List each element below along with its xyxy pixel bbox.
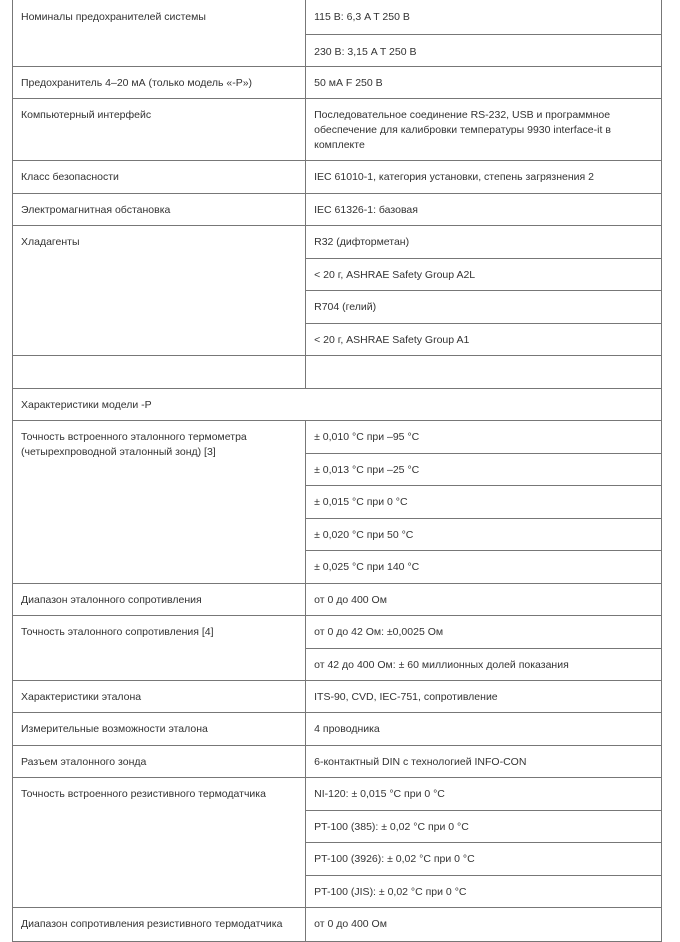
spec-label-cell (13, 160, 306, 193)
spec-label-cell (13, 712, 306, 745)
section-header-label: Характеристики модели -P (21, 398, 152, 411)
spec-label-cell (13, 225, 306, 355)
spec-label: Точность эталонного сопротивления [4] (21, 625, 214, 638)
spec-label-cell (13, 420, 306, 583)
spec-value-cell (306, 842, 662, 875)
spec-label: Точность встроенного эталонного термометра (четырехпроводной эталонный зонд) [3] (21, 430, 247, 458)
spec-value: 50 мА F 250 В (314, 76, 383, 89)
spec-label: Класс безопасности (21, 170, 119, 183)
spec-value-cell (306, 712, 662, 745)
spec-value: ± 0,025 °C при 140 °C (314, 560, 420, 573)
spec-row (13, 225, 662, 258)
spec-value: < 20 г, ASHRAE Safety Group A2L (314, 268, 476, 281)
spec-table (12, 0, 662, 942)
spec-label: Разъем эталонного зонда (21, 755, 147, 768)
spec-value-cell (306, 98, 662, 160)
spec-row (13, 160, 662, 193)
spec-label: Диапазон эталонного сопротивления (21, 593, 202, 606)
spec-value-cell (306, 420, 662, 453)
spec-value-cell (306, 583, 662, 615)
spec-row (13, 680, 662, 712)
spec-row (13, 420, 662, 453)
spec-label: Измерительные возможности эталона (21, 722, 208, 735)
spec-value-cell (306, 0, 662, 34)
spec-row (13, 193, 662, 225)
spec-value: ± 0,013 °C при –25 °C (314, 463, 420, 476)
spec-value-cell (306, 323, 662, 355)
spec-label-cell (13, 583, 306, 615)
spec-value-cell (306, 290, 662, 323)
spec-label: Характеристики эталона (21, 690, 142, 703)
spec-row (13, 712, 662, 745)
spec-label: Электромагнитная обстановка (21, 203, 171, 216)
spec-value: PT-100 (3926): ± 0,02 °C при 0 °C (314, 852, 475, 865)
section-header-cell (13, 388, 662, 420)
spec-row (13, 98, 662, 160)
spec-row (13, 907, 662, 941)
spec-label-cell (13, 0, 306, 66)
spec-value: 115 В: 6,3 A T 250 В (314, 11, 410, 23)
spec-label: Точность встроенного резистивного термодатчика (21, 787, 266, 800)
spec-value-cell (306, 777, 662, 810)
spec-value-cell (306, 66, 662, 98)
spec-value: 230 В: 3,15 A T 250 В (314, 45, 417, 58)
spec-value: от 42 до 400 Ом: ± 60 миллионных долей показания (314, 658, 569, 671)
spec-value-cell (306, 258, 662, 290)
spec-row (13, 583, 662, 615)
spec-value-cell (306, 160, 662, 193)
spec-label-cell (13, 745, 306, 777)
spec-value: от 0 до 400 Ом (314, 593, 387, 606)
spec-table-body (13, 0, 662, 941)
spec-label: Хладагенты (21, 235, 80, 248)
spec-value-cell (306, 550, 662, 583)
spec-label-cell (13, 355, 306, 388)
spec-label: Диапазон сопротивления резистивного термодатчика (21, 917, 283, 930)
spec-value: 6-контактный DIN с технологией INFO-CON (314, 755, 527, 768)
spec-value: PT-100 (385): ± 0,02 °C при 0 °C (314, 820, 469, 833)
spec-label: Предохранитель 4–20 мА (только модель «-P») (21, 76, 253, 89)
spec-value: от 0 до 42 Ом: ±0,0025 Ом (314, 625, 444, 638)
spec-label-cell (13, 777, 306, 907)
spec-row (13, 745, 662, 777)
spec-value-cell (306, 453, 662, 485)
spec-label-cell (13, 66, 306, 98)
spec-value: R704 (гелий) (314, 300, 377, 313)
spec-label-cell (13, 193, 306, 225)
spec-value: NI-120: ± 0,015 °C при 0 °C (314, 787, 445, 800)
spec-value-cell (306, 875, 662, 907)
spec-value: < 20 г, ASHRAE Safety Group A1 (314, 333, 470, 346)
spec-row (13, 355, 662, 388)
spec-value-cell (306, 225, 662, 258)
spec-row (13, 66, 662, 98)
section-header-row (13, 388, 662, 420)
spec-value-cell (306, 355, 662, 388)
spec-label-cell (13, 98, 306, 160)
spec-value-cell (306, 34, 662, 66)
spec-value-cell (306, 907, 662, 941)
spec-value: PT-100 (JIS): ± 0,02 °C при 0 °C (314, 885, 467, 898)
spec-value: ± 0,015 °C при 0 °C (314, 495, 408, 508)
spec-value-cell (306, 648, 662, 680)
spec-value: IEC 61326-1: базовая (314, 203, 418, 216)
spec-label: Номиналы предохранителей системы (21, 11, 206, 23)
spec-value-cell (306, 680, 662, 712)
spec-value-cell (306, 615, 662, 648)
spec-value-cell (306, 810, 662, 842)
spec-row (13, 777, 662, 810)
spec-value-cell (306, 745, 662, 777)
spec-value: ± 0,020 °C при 50 °C (314, 528, 414, 541)
spec-row (13, 615, 662, 648)
spec-value: ± 0,010 °C при –95 °C (314, 430, 420, 443)
spec-label-cell (13, 907, 306, 941)
spec-value-cell (306, 485, 662, 518)
spec-value-cell (306, 518, 662, 550)
spec-value-cell (306, 193, 662, 225)
spec-label: Компьютерный интерфейс (21, 108, 152, 121)
spec-label-cell (13, 615, 306, 680)
spec-value: R32 (дифторметан) (314, 235, 410, 248)
spec-value: от 0 до 400 Ом (314, 917, 387, 930)
spec-value: 4 проводника (314, 722, 380, 735)
spec-label-cell (13, 680, 306, 712)
spec-row (13, 0, 662, 34)
spec-value: IEC 61010-1, категория установки, степень загрязнения 2 (314, 170, 594, 183)
spec-value: Последовательное соединение RS-232, USB и программное обеспечение для калибровки температуры 9930 interface-it в комплекте (314, 108, 611, 151)
spec-value: ITS-90, CVD, IEC-751, сопротивление (314, 690, 498, 703)
